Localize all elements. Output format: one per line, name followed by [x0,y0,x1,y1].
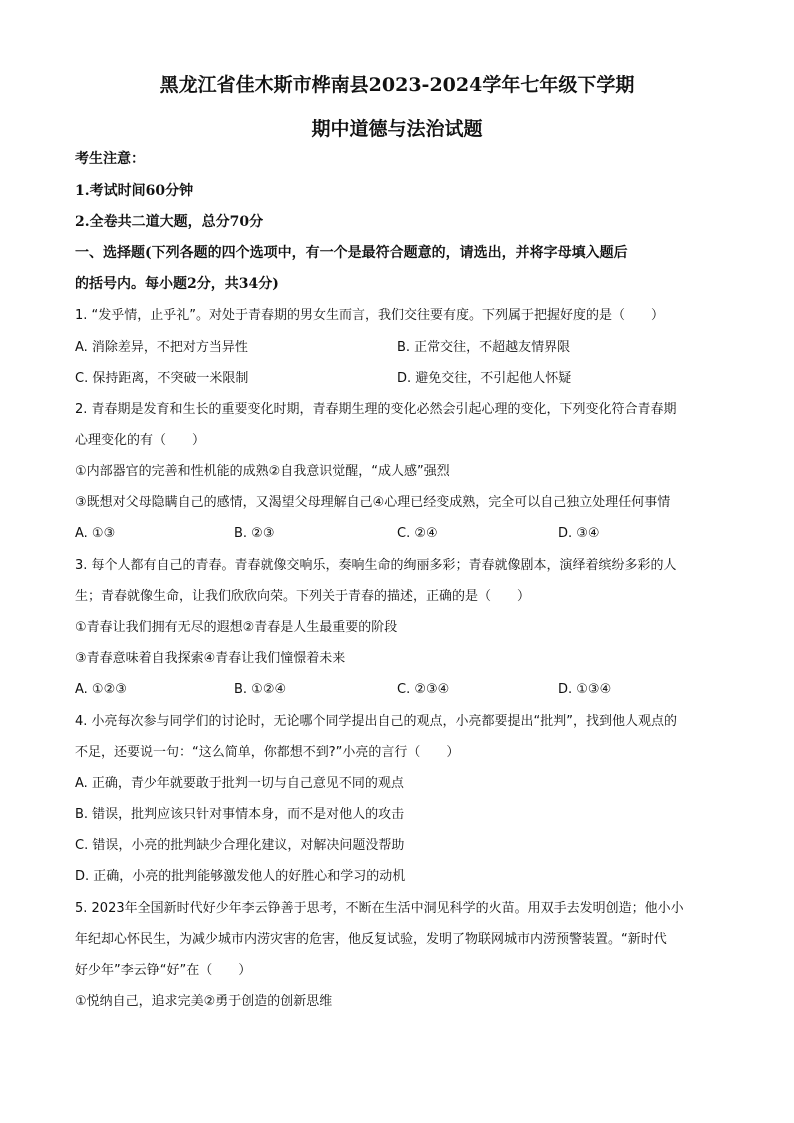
q2-option-d: D. ③④ [558,526,600,541]
q4-option-b: B. 错误，批判应该只针对事情本身，而不是对他人的攻击 [75,807,405,822]
q4-option-d: D. 正确，小亮的批判能够激发他人的好胜心和学习的动机 [75,869,406,884]
q1-option-a: A. 消除差异，不把对方当异性 [75,340,248,355]
q5-statements-line1: ①悦纳自己，追求完美②勇于创造的创新思维 [75,994,333,1009]
q2-option-a: A. ①③ [75,526,116,541]
q3-option-c: C. ②③④ [397,682,450,697]
exam-title-line2: 期中道德与法治试题 [311,118,483,140]
exam-title-line1: 黑龙江省佳木斯市桦南县2023-2024学年七年级下学期 [159,74,635,96]
q2-stem-line2: 心理变化的有（ ） [75,433,206,448]
q2-option-c: C. ②④ [397,526,438,541]
q5-stem-line2: 年纪却心怀民生，为减少城市内涝灾害的危害，他反复试验，发明了物联网城市内涝预警装置。“新时代 [75,932,667,947]
q1-stem: 1. “发乎情，止乎礼”。对处于青春期的男女生而言，我们交往要有度。下列属于把握好度的是（ ） [75,308,665,323]
q3-option-b: B. ①②④ [234,682,287,697]
q2-statements-line2: ③既想对父母隐瞒自己的感情，又渴望父母理解自己④心理已经变成熟，完全可以自己独立处理任何事情 [75,495,671,510]
q1-option-d: D. 避免交往，不引起他人怀疑 [397,371,572,386]
q2-statements-line1: ①内部器官的完善和性机能的成熟②自我意识觉醒，“成人感”强烈 [75,464,450,479]
q3-stem-line1: 3. 每个人都有自己的青春。青春就像交响乐，奏响生命的绚丽多彩；青春就像剧本，演绎着缤纷多彩的人 [75,558,677,573]
q3-option-d: D. ①③④ [558,682,612,697]
q3-stem-line2: 生；青春就像生命，让我们欣欣向荣。下列关于青春的描述，正确的是（ ） [75,589,531,604]
q4-stem-line1: 4. 小亮每次参与同学们的讨论时，无论哪个同学提出自己的观点，小亮都要提出“批判”，找到他人观点的 [75,714,678,729]
q1-option-c: C. 保持距离，不突破一米限制 [75,371,249,386]
q5-stem-line3: 好少年”李云铮“好”在（ ） [75,963,252,978]
q3-option-a: A. ①②③ [75,682,127,697]
section1-heading-line2: 的括号内。每小题2分，共34分) [75,276,279,292]
q5-stem-line1: 5. 2023年全国新时代好少年李云铮善于思考，不断在生活中洞见科学的火苗。用双手去发明创造；他小小 [75,901,684,916]
q2-option-b: B. ②③ [234,526,275,541]
q4-option-c: C. 错误，小亮的批判缺少合理化建议，对解决问题没帮助 [75,838,405,853]
notice-item-1: 1.考试时间60分钟 [75,183,194,199]
notice-heading: 考生注意： [75,151,145,167]
notice-item-2: 2.全卷共二道大题，总分70分 [75,214,264,230]
q4-stem-line2: 不足，还要说一句：“这么简单，你都想不到?”小亮的言行（ ） [75,745,460,760]
q3-statements-line1: ①青春让我们拥有无尽的遐想②青春是人生最重要的阶段 [75,620,398,635]
q3-statements-line2: ③青春意味着自我探索④青春让我们憧憬着未来 [75,651,346,666]
q1-option-b: B. 正常交往，不超越友情界限 [397,340,571,355]
section1-heading-line1: 一、选择题(下列各题的四个选项中，有一个是最符合题意的，请选出，并将字母填入题后 [75,245,628,261]
q4-option-a: A. 正确，青少年就要敢于批判一切与自己意见不同的观点 [75,776,404,791]
q2-stem-line1: 2. 青春期是发育和生长的重要变化时期，青春期生理的变化必然会引起心理的变化，下列变化符合青春期 [75,402,677,417]
